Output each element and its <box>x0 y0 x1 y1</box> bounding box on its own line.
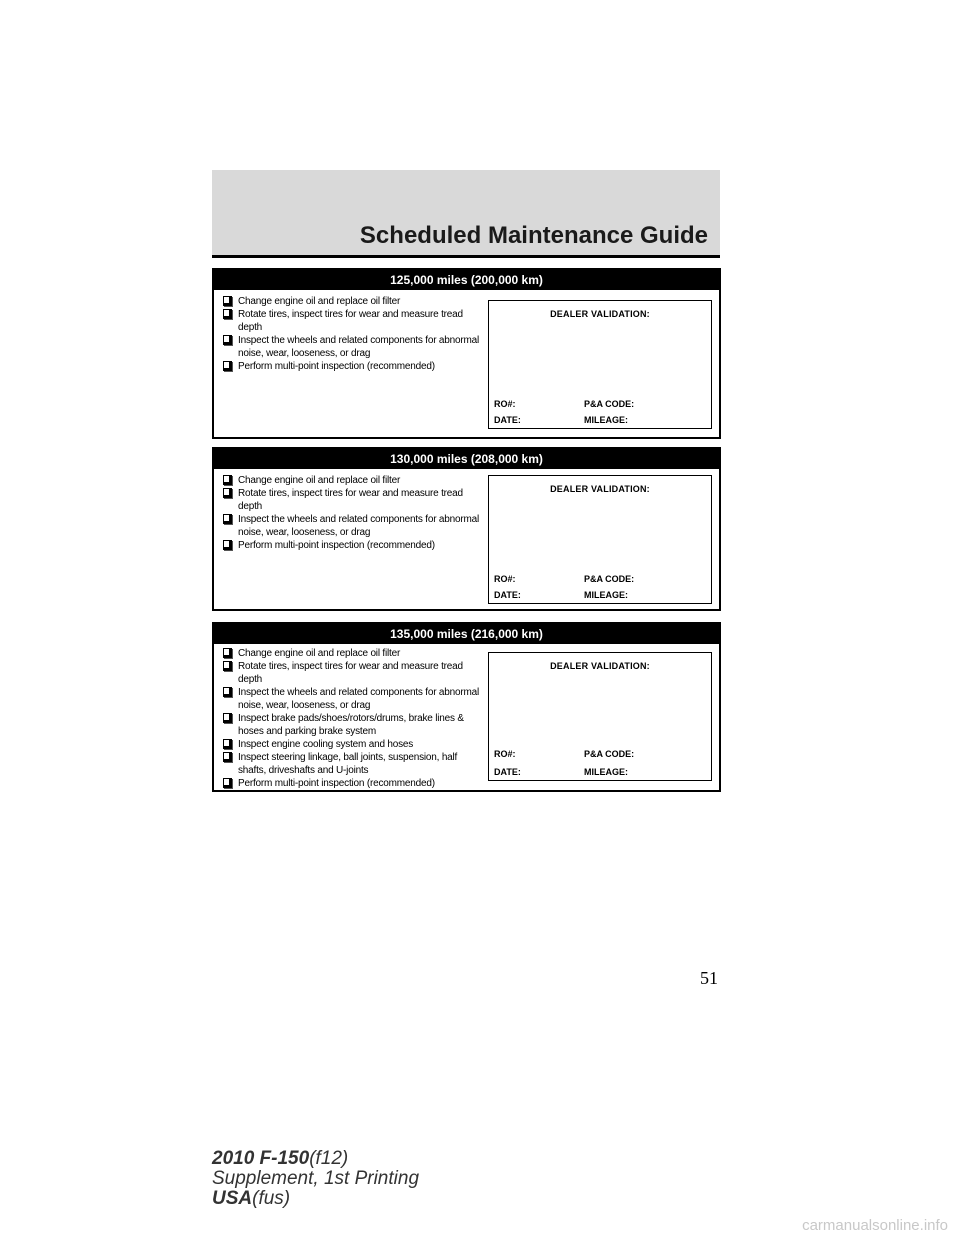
task-text: Perform multi-point inspection (recommended) <box>238 361 435 372</box>
ro-label: RO#: <box>494 574 516 584</box>
task-item[interactable] <box>223 686 485 712</box>
task-list <box>223 474 485 552</box>
task-text: Change engine oil and replace oil filter <box>238 296 401 307</box>
task-text: Change engine oil and replace oil filter <box>238 648 401 659</box>
task-text: Perform multi-point inspection (recommended) <box>238 778 435 789</box>
footer-model: 2010 F-150 <box>212 1148 310 1169</box>
ro-row <box>494 749 634 759</box>
footer-market: USA <box>212 1188 253 1209</box>
task-text: Rotate tires, inspect tires for wear and measure tread depth <box>238 661 463 685</box>
checkbox-icon[interactable] <box>223 739 232 749</box>
watermark: carmanualsonline.info <box>802 1217 948 1234</box>
task-text: Rotate tires, inspect tires for wear and measure tread depth <box>238 488 463 512</box>
task-text: Rotate tires, inspect tires for wear and measure tread depth <box>238 309 463 333</box>
task-text: Inspect the wheels and related components for abnormal noise, wear, looseness, or drag <box>238 335 480 359</box>
task-list <box>223 647 485 790</box>
ro-row <box>494 574 634 584</box>
task-item[interactable] <box>223 539 485 552</box>
section-body <box>214 469 719 609</box>
ro-label: RO#: <box>494 399 516 409</box>
page-header-band <box>212 170 720 258</box>
task-item[interactable] <box>223 334 485 360</box>
task-item[interactable] <box>223 360 485 373</box>
task-item[interactable] <box>223 513 485 539</box>
pa-code-label: P&A CODE: <box>584 399 635 409</box>
dealer-validation-box[interactable] <box>488 300 712 429</box>
checkbox-icon[interactable] <box>223 713 232 723</box>
page-title: Scheduled Maintenance Guide <box>359 222 708 249</box>
task-item[interactable] <box>223 647 485 660</box>
checkbox-icon[interactable] <box>223 475 232 485</box>
dealer-validation-box[interactable] <box>488 652 712 781</box>
section-title: 125,000 miles (200,000 km) <box>214 270 719 290</box>
task-text: Inspect brake pads/shoes/rotors/drums, brake lines & hoses and parking brake system <box>238 713 464 737</box>
mileage-label: MILEAGE: <box>584 590 628 600</box>
maintenance-section-135k <box>212 622 721 792</box>
checkbox-icon[interactable] <box>223 540 232 550</box>
date-label: DATE: <box>494 590 521 600</box>
task-text: Perform multi-point inspection (recommended) <box>238 540 435 551</box>
pa-code-label: P&A CODE: <box>584 749 635 759</box>
maintenance-section-130k <box>212 447 721 611</box>
date-label: DATE: <box>494 767 521 777</box>
dealer-validation-title: DEALER VALIDATION: <box>550 309 650 319</box>
mileage-label: MILEAGE: <box>584 767 628 777</box>
section-body <box>214 290 719 437</box>
task-item[interactable] <box>223 308 485 334</box>
checkbox-icon[interactable] <box>223 661 232 671</box>
page-number: 51 <box>700 968 718 988</box>
ro-row <box>494 399 634 409</box>
task-text: Change engine oil and replace oil filter <box>238 475 401 486</box>
task-text: Inspect the wheels and related components for abnormal noise, wear, looseness, or drag <box>238 514 480 538</box>
date-label: DATE: <box>494 415 521 425</box>
footer-supplement: Supplement, 1st Printing <box>212 1168 420 1189</box>
footer-model-code: (f12) <box>309 1148 349 1169</box>
task-item[interactable] <box>223 487 485 513</box>
pa-code-label: P&A CODE: <box>584 574 635 584</box>
maintenance-section-125k <box>212 268 721 439</box>
checkbox-icon[interactable] <box>223 488 232 498</box>
task-item[interactable] <box>223 738 485 751</box>
task-item[interactable] <box>223 474 485 487</box>
date-row <box>494 767 628 777</box>
checkbox-icon[interactable] <box>223 296 232 306</box>
checkbox-icon[interactable] <box>223 361 232 371</box>
task-item[interactable] <box>223 712 485 738</box>
dealer-validation-title: DEALER VALIDATION: <box>550 661 650 671</box>
section-title: 135,000 miles (216,000 km) <box>214 624 719 644</box>
task-item[interactable] <box>223 295 485 308</box>
date-row <box>494 590 628 600</box>
checkbox-icon[interactable] <box>223 335 232 345</box>
task-list <box>223 295 485 373</box>
task-text: Inspect engine cooling system and hoses <box>238 739 414 750</box>
dealer-validation-box[interactable] <box>488 475 712 604</box>
footer-print-info <box>212 1149 419 1209</box>
date-row <box>494 415 628 425</box>
section-title: 130,000 miles (208,000 km) <box>214 449 719 469</box>
checkbox-icon[interactable] <box>223 778 232 788</box>
checkbox-icon[interactable] <box>223 687 232 697</box>
checkbox-icon[interactable] <box>223 648 232 658</box>
task-item[interactable] <box>223 751 485 777</box>
dealer-validation-title: DEALER VALIDATION: <box>550 484 650 494</box>
task-item[interactable] <box>223 660 485 686</box>
task-text: Inspect the wheels and related components for abnormal noise, wear, looseness, or drag <box>238 687 480 711</box>
checkbox-icon[interactable] <box>223 752 232 762</box>
task-item[interactable] <box>223 777 485 790</box>
footer-market-code: (fus) <box>252 1188 291 1209</box>
ro-label: RO#: <box>494 749 516 759</box>
checkbox-icon[interactable] <box>223 514 232 524</box>
section-body <box>214 644 719 790</box>
checkbox-icon[interactable] <box>223 309 232 319</box>
mileage-label: MILEAGE: <box>584 415 628 425</box>
task-text: Inspect steering linkage, ball joints, suspension, half shafts, driveshafts and U-joints <box>238 752 458 776</box>
